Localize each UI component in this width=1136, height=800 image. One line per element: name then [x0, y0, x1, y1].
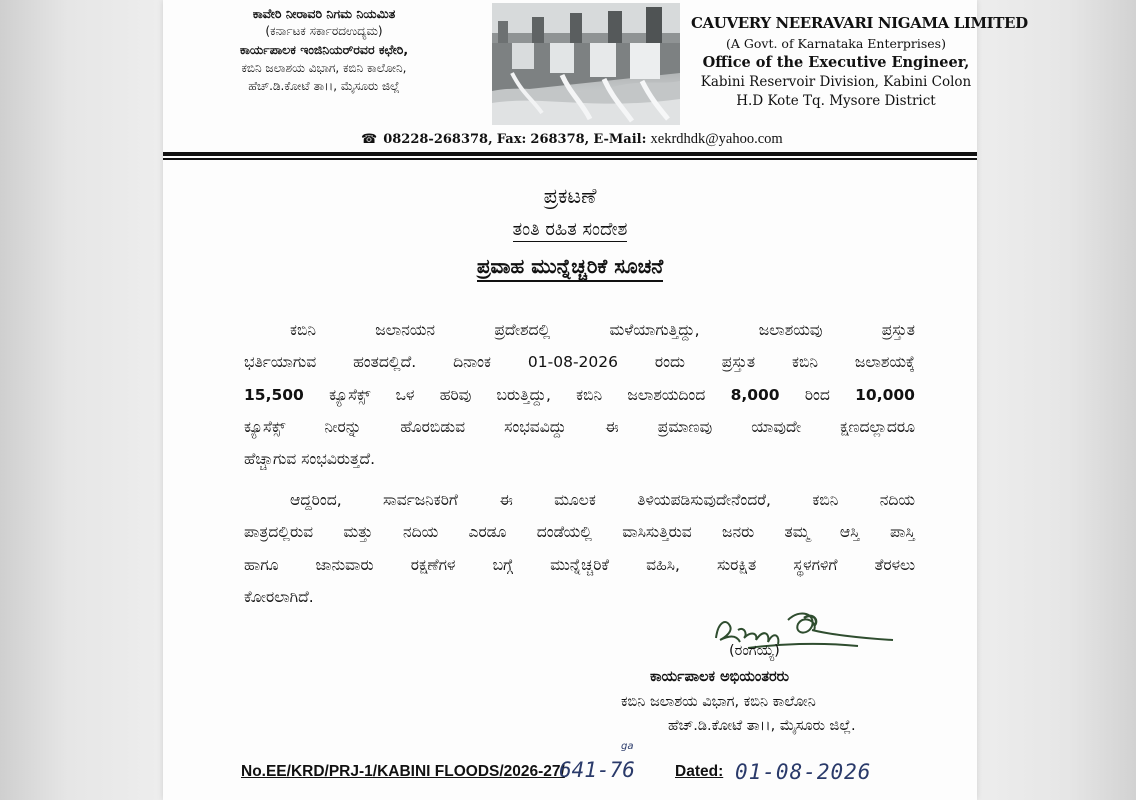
p2-line-3: ಹಾಗೂ ಜಾನುವಾರು ರಕ್ಷಣೆಗಳ ಬಗ್ಗೆ ಮುನ್ನೆಚ್ಚರಿಕೆ ವಹಿಸಿ, ಸುರಕ್ಷಿತ ಸ್ಥಳಗಳಿಗೆ ತೆರಳಲು: [244, 555, 915, 574]
notice-document: [163, 0, 1028, 800]
letterhead-kannada: [163, 6, 485, 94]
inflow-value: 15,500: [244, 385, 304, 404]
kannada-govt-line: (ಕರ್ನಾಟಕ ಸರ್ಕಾರದಉದ್ಯಮ): [265, 24, 383, 38]
dam-photo: [492, 3, 680, 125]
p1-line-3-text: ಕ್ಯೂಸೆಕ್ಸ್ ಒಳ ಹರಿವು ಬರುತ್ತಿದ್ದು, ಕಬಿನಿ ಜಲಾಶಯದಿಂದ: [329, 385, 706, 404]
signatory-name: (ರಂಗಯ್ಯ): [729, 643, 780, 659]
fax-label: Fax:: [496, 132, 527, 147]
dated-label: Dated:: [675, 763, 724, 780]
wireless-message-text: ತಂತಿ ರಹಿತ ಸಂದೇಶ: [512, 219, 628, 240]
p2-line-1: ಆದ್ದರಿಂದ, ಸಾರ್ವಜನಿಕರಿಗೆ ಈ ಮೂಲಕ ತಿಳಿಯಪಡಿಸುವುದೇನೆಂದರೆ, ಕಬಿನಿ ನದಿಯ: [290, 491, 915, 509]
english-office-line: Office of the Executive Engineer,: [702, 54, 970, 71]
letterhead-english: [691, 14, 1028, 109]
flood-warning-text: ಪ್ರವಾಹ ಮುನ್ನೆಚ್ಚರಿಕೆ ಸೂಚನೆ: [477, 254, 663, 282]
p1-line-1: ಕಬಿನಿ ಜಲಾನಯನ ಪ್ರದೇಶದಲ್ಲಿ ಮಳೆಯಾಗುತ್ತಿದ್ದು, ಜಲಾಶಯವು ಪ್ರಸ್ತುತ: [290, 321, 915, 339]
english-district-line: H.D Kote Tq. Mysore District: [736, 93, 936, 109]
email-address[interactable]: xekrdhdk@yahoo.com: [650, 131, 783, 147]
phone-number: 08228-268378,: [383, 132, 493, 147]
kannada-division-line: ಕಬಿನಿ ಜಲಾಶಯ ವಿಭಾಗ, ಕಬಿನಿ ಕಾಲೋನಿ,: [241, 61, 407, 75]
paragraph-public-advisory: [244, 484, 915, 613]
contact-line: [361, 131, 783, 148]
signatory-designation: ಕಾರ್ಯಪಾಲಕ ಅಭಿಯಂತರರು: [650, 669, 789, 685]
letterhead-divider-thin: [163, 158, 977, 160]
range-word: ರಿಂದ: [804, 385, 830, 404]
handwritten-reference-number: 641-76: [559, 758, 635, 782]
flood-warning-heading: [163, 254, 977, 278]
p2-line-2: ಪಾತ್ರದಲ್ಲಿರುವ ಮತ್ತು ನದಿಯ ಎರಡೂ ದಂಡೆಯಲ್ಲಿ ವಾಸಿಸುತ್ತಿರುವ ಜನರು ತಮ್ಮ ಆಸ್ತಿ ಪಾಸ್ತಿ: [244, 523, 915, 542]
outflow-from-value: 8,000: [730, 385, 780, 404]
kannada-office-line: ಕಾರ್ಯಪಾಲಕ ಇಂಜಿನಿಯರ್‌ರವರ ಕಛೇರಿ,: [239, 42, 409, 57]
dam-illustration-icon: [492, 3, 680, 125]
p1-line-3: [244, 379, 915, 411]
english-govt-line: (A Govt. of Karnataka Enterprises): [726, 36, 946, 51]
reference-number: No.EE/KRD/PRJ-1/KABINI FLOODS/2026-27/: [241, 763, 565, 780]
paragraph-reservoir-status: [244, 314, 915, 475]
kannada-org-name: ಕಾವೇರಿ ನೀರಾವರಿ ನಿಗಮ ನಿಯಮಿತ: [252, 6, 396, 21]
announcement-heading: [163, 184, 977, 209]
p2-line-4: ಕೋರಲಾಗಿದೆ.: [244, 587, 314, 606]
handwritten-date: 01-08-2026: [735, 760, 872, 784]
telephone-icon: ☎: [361, 132, 378, 147]
fax-number: 268378,: [530, 132, 590, 147]
email-label: E-Mail:: [593, 132, 647, 147]
wireless-message-heading: [163, 219, 977, 240]
english-division-line: Kabini Reservoir Division, Kabini Colon: [700, 74, 972, 90]
signatory-office-line-1: ಕಬಿನಿ ಜಲಾಶಯ ವಿಭಾಗ, ಕಬಿನಿ ಕಾಲೋನಿ: [621, 694, 816, 710]
english-org-name: CAUVERY NEERAVARI NIGAMA LIMITED: [691, 14, 1028, 32]
p1-line-4: ಕ್ಯೂಸೆಕ್ಸ್ ನೀರನ್ನು ಹೊರಬಿಡುವ ಸಂಭವವಿದ್ದು ಈ ಪ್ರಮಾಣವು ಯಾವುದೇ ಕ್ಷಣದಲ್ಲಾದರೂ: [244, 417, 915, 436]
letterhead-divider-thick: [163, 152, 977, 156]
p1-line-2: ಭರ್ತಿಯಾಗುವ ಹಂತದಲ್ಲಿದೆ. ದಿನಾಂಕ 01-08-2026 ರಂದು ಪ್ರಸ್ತುತ ಕಬಿನಿ ಜಲಾಶಯಕ್ಕೆ: [244, 353, 915, 372]
announcement-text: ಪ್ರಕಟಣೆ: [543, 184, 597, 208]
handwritten-note: ga: [621, 741, 634, 752]
kannada-district-line: ಹೆಚ್.ಡಿ.ಕೋಟೆ ತಾ।।, ಮೈಸೂರು ಜಿಲ್ಲೆ: [248, 79, 400, 93]
outflow-to-value: 10,000: [855, 385, 915, 404]
p1-line-5: ಹೆಚ್ಚಾಗುವ ಸಂಭವಿರುತ್ತದೆ.: [244, 450, 376, 469]
signatory-office-line-2: ಹೆಚ್.ಡಿ.ಕೋಟೆ ತಾ।।, ಮೈಸೂರು ಜಿಲ್ಲೆ.: [668, 718, 856, 734]
